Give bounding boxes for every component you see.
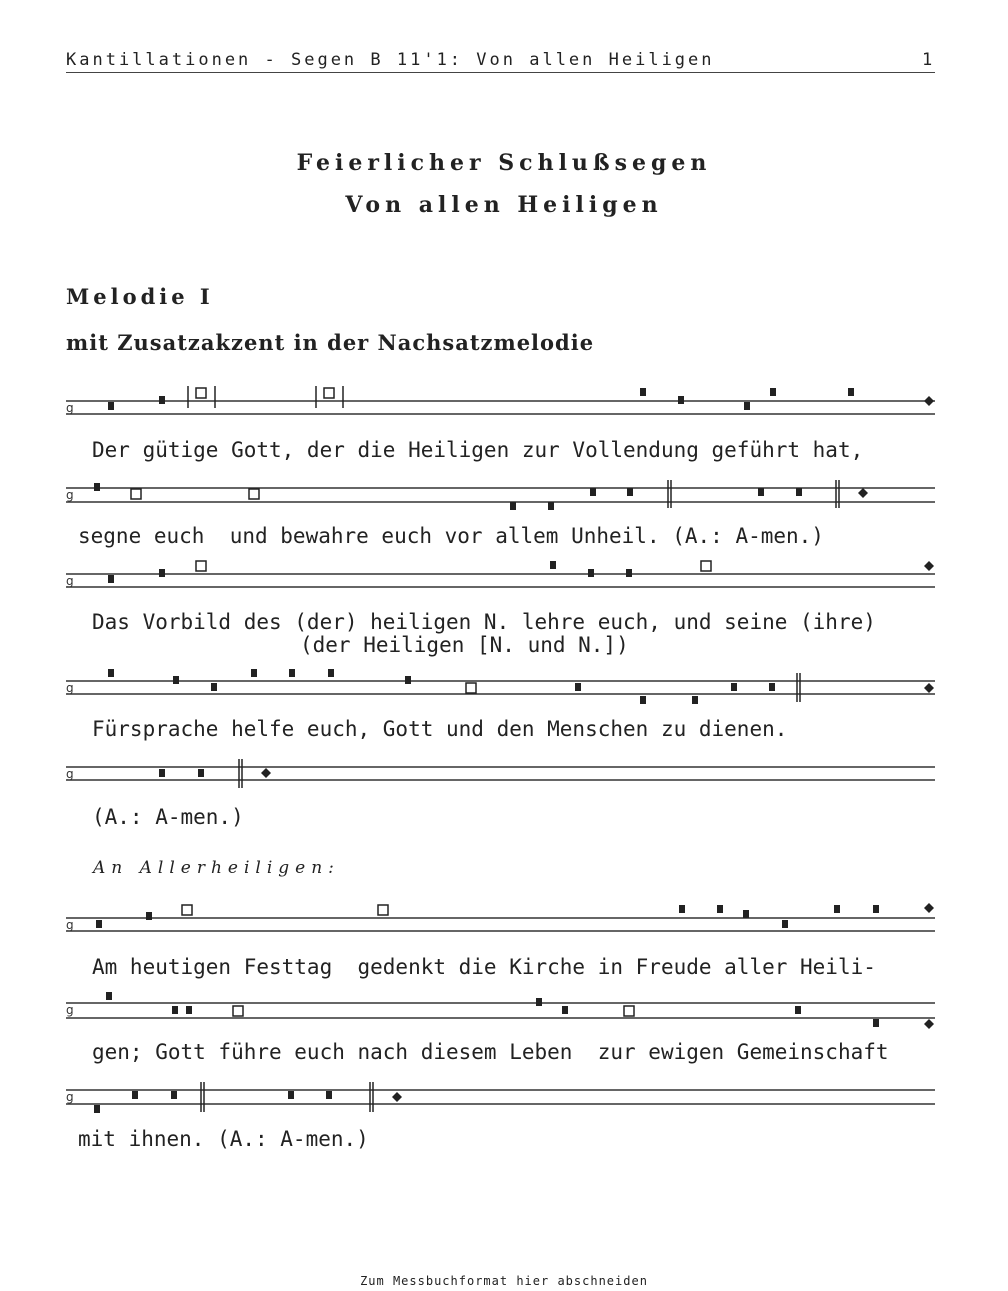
lyric-line-4: Fürsprache helfe euch, Gott und den Menschen zu dienen. <box>92 717 788 741</box>
svg-text:g: g <box>66 1003 74 1017</box>
lyric-line-8: mit ihnen. (A.: A-men.) <box>78 1127 369 1151</box>
lyric-line-2: segne euch und bewahre euch vor allem Unheil. (A.: A-men.) <box>78 524 824 548</box>
title-line-1: Feierlicher Schlußsegen <box>296 150 712 176</box>
svg-text:g: g <box>66 1090 74 1104</box>
svg-text:g: g <box>66 681 74 695</box>
lyric-line-5: (A.: A-men.) <box>92 805 244 829</box>
section-heading: Melodie I <box>66 284 214 309</box>
lyric-line-6: Am heutigen Festtag gedenkt die Kirche in Freude aller Heili- <box>92 955 876 979</box>
svg-text:g: g <box>66 767 74 781</box>
svg-text:g: g <box>66 488 74 502</box>
lyric-line-3: Das Vorbild des (der) heiligen N. lehre euch, und seine (ihre) <box>92 610 876 634</box>
svg-text:g: g <box>66 574 74 588</box>
section-subheading: mit Zusatzakzent in der Nachsatzmelodie <box>66 330 595 355</box>
page-number: 1 <box>922 50 936 70</box>
svg-text:g: g <box>66 918 74 932</box>
cut-line-note: Zum Messbuchformat hier abschneiden <box>360 1274 648 1288</box>
lyric-line-1: Der gütige Gott, der die Heiligen zur Vollendung geführt hat, <box>92 438 864 462</box>
lyric-line-3-alt: (der Heiligen [N. und N.]) <box>300 633 629 657</box>
svg-text:g: g <box>66 401 74 415</box>
running-header: Kantillationen - Segen B 11'1: Von allen Heiligen <box>66 50 715 70</box>
title-line-2: Von allen Heiligen <box>345 192 663 218</box>
occasion-label: An Allerheiligen: <box>93 858 340 878</box>
lyric-line-7: gen; Gott führe euch nach diesem Leben zur ewigen Gemeinschaft <box>92 1040 889 1064</box>
